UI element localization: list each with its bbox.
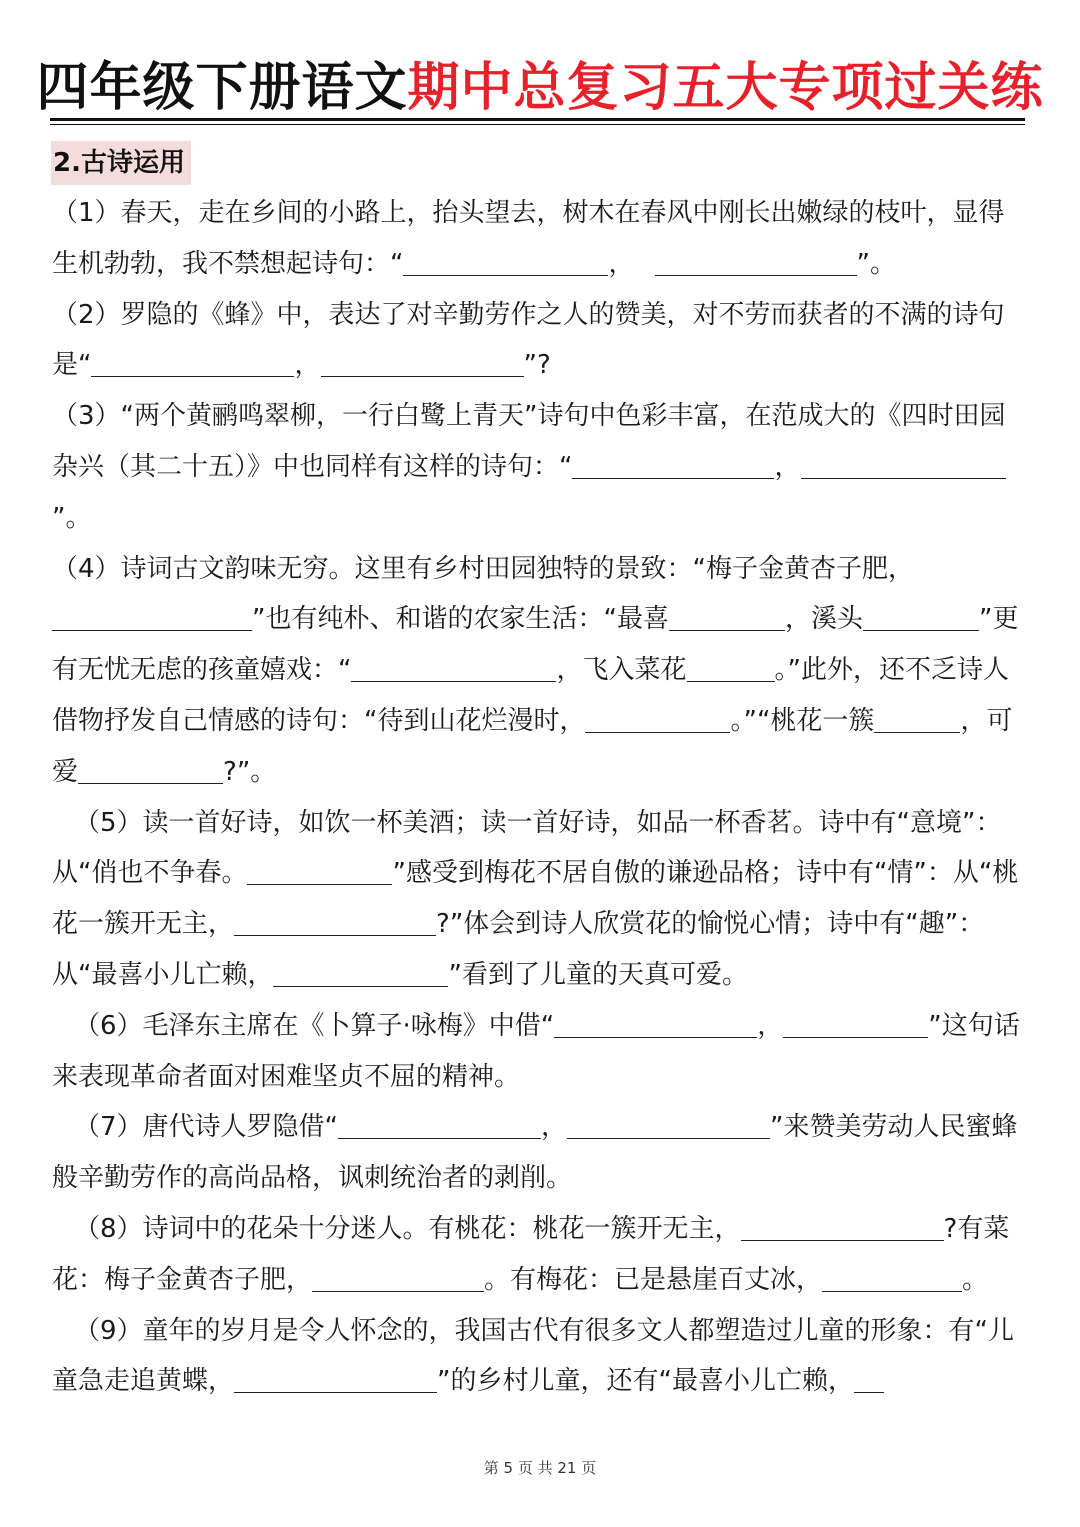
q4-text-g: 。”“桃花一簇 <box>730 705 875 736</box>
q3-text-b: ， <box>774 451 801 482</box>
q4-text-i: ?”。 <box>223 756 277 787</box>
q4-text-c: ，溪头 <box>784 604 863 635</box>
q4-text-e: ，飞入菜花 <box>556 655 687 686</box>
q3-text-a: （3）“两个黄鹂鸣翠柳，一行白鹭上青天”诗句中色彩丰富，在范成大的《四时田园杂兴（其二十五）》中也同样有这样的诗句：“ <box>52 401 1006 482</box>
q4-text-b: ”也有纯朴、和谐的农家生活：“最喜 <box>252 604 669 635</box>
q5-text-c: ?”体会到诗人欣赏花的愉悦心情；诗中有“趣”：从“最喜小儿亡赖， <box>52 909 985 990</box>
q7-text-a: （7）唐代诗人罗隐借“ <box>74 1112 339 1143</box>
question-7 <box>52 1102 1028 1204</box>
q1-text-c: ”。 <box>856 248 896 279</box>
answer-blank[interactable] <box>78 753 223 784</box>
answer-blank[interactable] <box>822 1261 962 1292</box>
q7-text-c: ”来赞美劳动人民蜜蜂般辛勤劳作的高尚品格，讽刺统治者的剥削。 <box>52 1112 1018 1194</box>
answer-blank[interactable] <box>863 600 979 631</box>
answer-blank[interactable] <box>351 651 556 682</box>
question-8 <box>52 1204 1028 1306</box>
question-4 <box>52 544 1028 798</box>
q5-text-d: ”看到了儿童的天真可爱。 <box>448 959 748 990</box>
q7-text-b: ， <box>541 1112 568 1143</box>
q6-text-b: ， <box>757 1010 784 1041</box>
q4-text-a: （4）诗词古文韵味无穷。这里有乡村田园独特的景致：“梅子金黄杏子肥， <box>52 553 915 584</box>
q8-text-b: ?有菜花：梅子金黄杏子肥， <box>52 1213 1010 1295</box>
question-6 <box>52 1001 1028 1103</box>
title-black-part: 四年级下册语文 <box>36 58 408 118</box>
question-5 <box>52 798 1028 1001</box>
answer-blank[interactable] <box>312 1261 484 1292</box>
q6-text-a: （6）毛泽东主席在《卜算子·咏梅》中借“ <box>74 1010 555 1041</box>
answer-blank[interactable] <box>874 702 960 733</box>
answer-blank[interactable] <box>273 956 448 987</box>
page-number-footer: 第 5 页 共 21 页 <box>483 1459 597 1477</box>
title-rule-thick <box>50 118 1025 121</box>
q2-text-b: ， <box>294 350 321 381</box>
answer-blank[interactable] <box>783 1007 928 1038</box>
title-rule-thin <box>50 124 1025 125</box>
page-title <box>0 52 1080 124</box>
q1-text-a: （1）春天，走在乡间的小路上，抬头望去，树木在春风中刚长出嫩绿的枝叶，显得生机勃勃，我不禁想起诗句：“ <box>52 198 1005 279</box>
answer-blank[interactable] <box>321 346 524 377</box>
question-2 <box>52 290 1028 392</box>
q1-text-b: ， <box>608 248 635 279</box>
answer-blank[interactable] <box>403 245 608 276</box>
q4-text-d: ”更有无忧无虑的孩童嬉戏：“ <box>52 604 1019 686</box>
answer-blank[interactable] <box>247 854 392 885</box>
question-3 <box>52 391 1028 543</box>
answer-blank[interactable] <box>572 448 774 479</box>
q8-text-a: （8）诗词中的花朵十分迷人。有桃花：桃花一簇开无主， <box>74 1213 741 1244</box>
answer-blank[interactable] <box>655 245 857 276</box>
answer-blank[interactable] <box>338 1108 541 1139</box>
q8-text-d: 。 <box>962 1264 989 1295</box>
title-red-part: 期中总复习五大专项过关练 <box>407 58 1044 118</box>
answer-blank[interactable] <box>801 448 1006 479</box>
answer-blank[interactable] <box>91 346 294 377</box>
answer-blank[interactable] <box>854 1362 884 1393</box>
q2-text-c: ”? <box>523 350 551 381</box>
q4-text-f: 。”此外，还不乏诗人借物抒发自己情感的诗句：“待到山花烂漫时， <box>52 655 1009 736</box>
answer-blank[interactable] <box>567 1108 770 1139</box>
question-list <box>52 188 1028 1407</box>
answer-blank[interactable] <box>234 1362 437 1393</box>
answer-blank[interactable] <box>585 702 730 733</box>
answer-blank[interactable] <box>52 600 252 631</box>
question-9 <box>52 1306 1028 1408</box>
q6-text-c: ”这句话来表现革命者面对困难坚贞不屈的精神。 <box>52 1010 1020 1092</box>
q2-text-a: （2）罗隐的《蜂》中，表达了对辛勤劳作之人的赞美，对不劳而获者的不满的诗句是“ <box>52 299 1005 381</box>
q8-text-c: 。有梅花：已是悬崖百丈冰， <box>484 1264 823 1295</box>
answer-blank[interactable] <box>234 905 436 936</box>
answer-blank[interactable] <box>554 1007 757 1038</box>
answer-blank[interactable] <box>741 1210 944 1241</box>
q4-text-h: ，可爱 <box>52 705 1013 787</box>
question-1 <box>52 188 1028 290</box>
q5-text-b: ”感受到梅花不居自傲的谦逊品格；诗中有“情”：从“桃花一簇开无主， <box>52 858 1019 940</box>
section-heading: 2.古诗运用 <box>51 141 191 185</box>
answer-blank[interactable] <box>669 600 785 631</box>
q9-text-a: （9）童年的岁月是令人怀念的，我国古代有很多文人都塑造过儿童的形象：有“儿童急走追黄蝶， <box>52 1315 1015 1397</box>
q5-text-a: （5）读一首好诗，如饮一杯美酒；读一首好诗，如品一杯香茗。诗中有“意境”：从“俏也不争春。 <box>52 807 1002 889</box>
q3-text-c: ”。 <box>52 502 92 533</box>
q9-text-b: ”的乡村儿童，还有“最喜小儿亡赖， <box>437 1366 854 1397</box>
answer-blank[interactable] <box>687 651 775 682</box>
